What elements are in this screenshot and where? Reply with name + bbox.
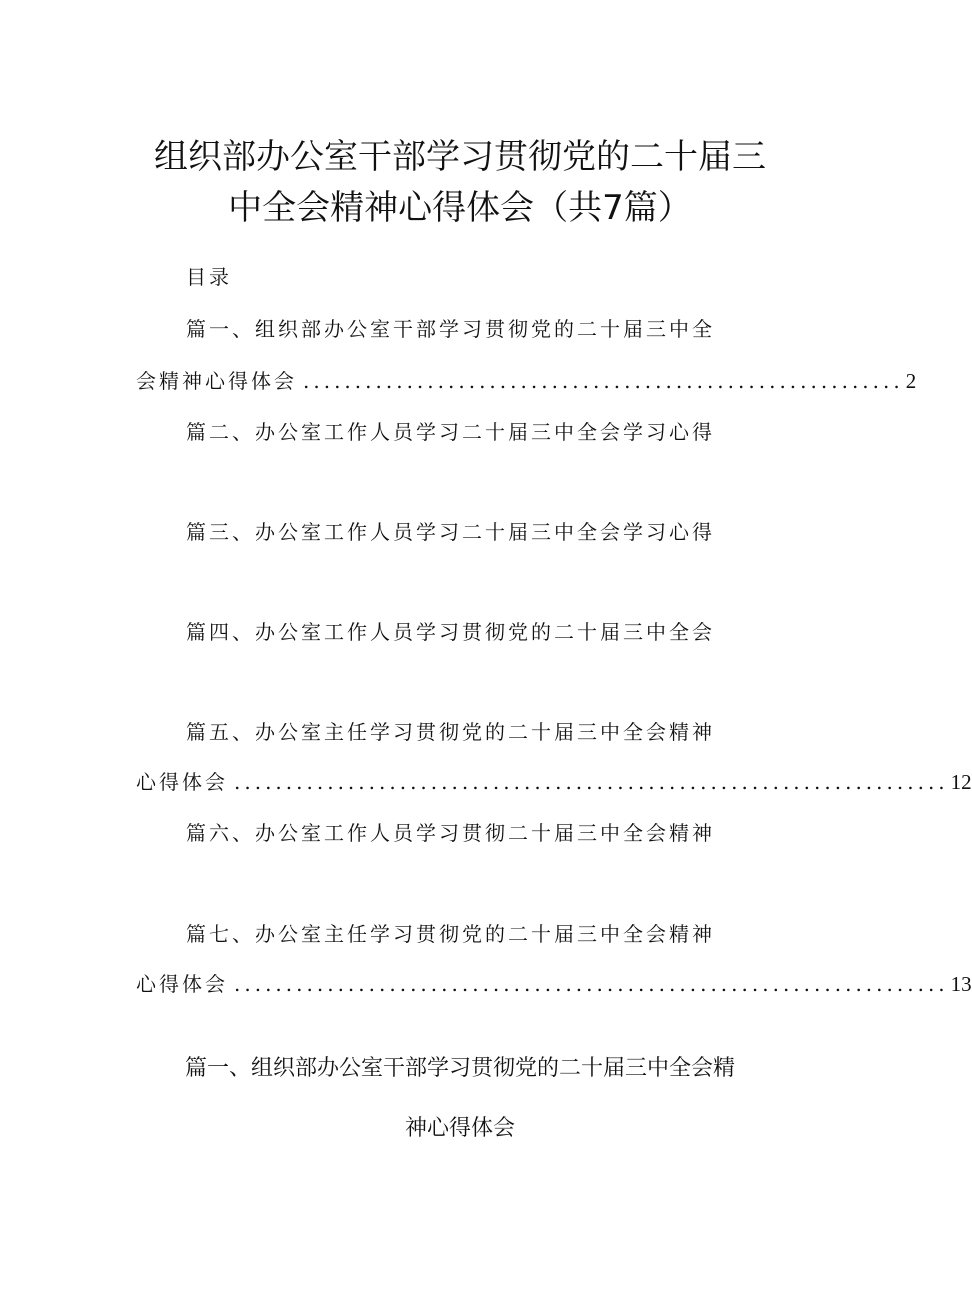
toc-entry-1-continuation[interactable] bbox=[136, 367, 917, 395]
toc-entry-3-title[interactable]: 篇三、办公室工作人员学习二十届三中全会学习心得 bbox=[186, 520, 715, 544]
toc-entry-5-page-number: 12 bbox=[950, 770, 972, 794]
section-heading-line-1: 篇一、组织部办公室干部学习贯彻党的二十届三中全会精 bbox=[184, 1056, 735, 1081]
toc-entry-7-title[interactable]: 篇七、办公室主任学习贯彻党的二十届三中全会精神 bbox=[186, 922, 715, 946]
toc-entry-5-title-cont: 心得体会 bbox=[136, 770, 228, 794]
toc-entry-1-title[interactable]: 篇一、组织部办公室干部学习贯彻党的二十届三中全 bbox=[186, 317, 715, 341]
toc-entry-4-title[interactable]: 篇四、办公室工作人员学习贯彻党的二十届三中全会 bbox=[186, 620, 715, 644]
toc-entry-1-page-number: 2 bbox=[905, 369, 917, 393]
section-heading-line-2: 神心得体会 bbox=[404, 1116, 515, 1141]
toc-entry-5-leader-dots: ..................................................................... bbox=[234, 770, 949, 794]
document-title-line-2: 中全会精神心得体会（共7篇） bbox=[228, 188, 692, 228]
toc-label: 目录 bbox=[186, 265, 232, 289]
toc-entry-5-continuation[interactable] bbox=[136, 768, 972, 796]
toc-entry-7-title-cont: 心得体会 bbox=[136, 972, 228, 996]
toc-entry-7-leader-dots: ..................................................................... bbox=[234, 972, 949, 996]
toc-entry-6-title[interactable]: 篇六、办公室工作人员学习贯彻二十届三中全会精神 bbox=[186, 821, 715, 845]
toc-entry-1-leader-dots: .......................................................... bbox=[303, 369, 904, 393]
toc-entry-1-title-cont: 会精神心得体会 bbox=[136, 369, 297, 393]
document-title-line-1: 组织部办公室干部学习贯彻党的二十届三 bbox=[154, 137, 766, 177]
toc-entry-7-page-number: 13 bbox=[950, 972, 972, 996]
toc-entry-5-title[interactable]: 篇五、办公室主任学习贯彻党的二十届三中全会精神 bbox=[186, 720, 715, 744]
toc-entry-7-continuation[interactable] bbox=[136, 970, 972, 998]
toc-entry-2-title[interactable]: 篇二、办公室工作人员学习二十届三中全会学习心得 bbox=[186, 420, 715, 444]
